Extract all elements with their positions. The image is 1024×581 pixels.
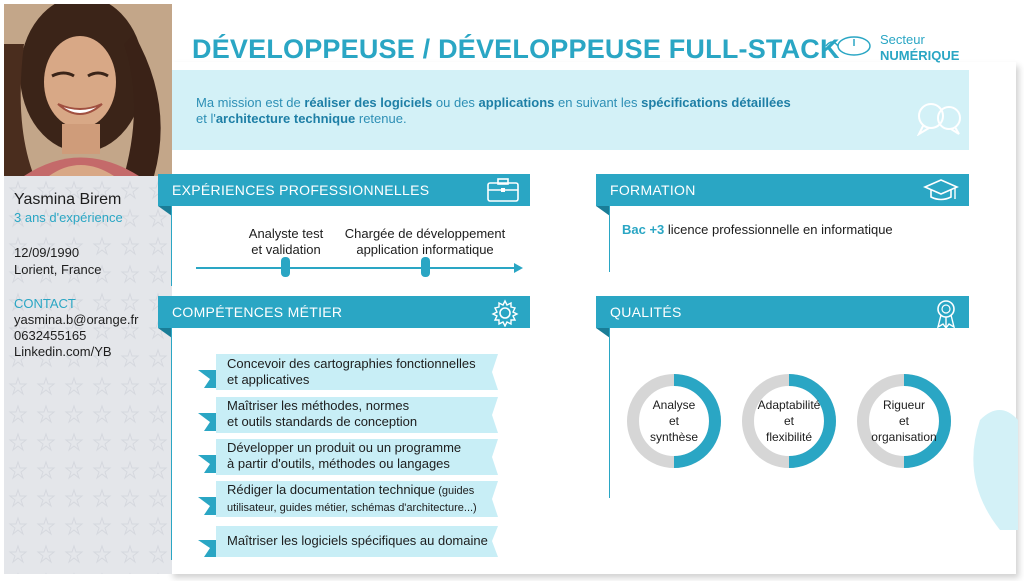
ribbon-fold bbox=[158, 328, 172, 338]
decorative-leaf-shape bbox=[960, 400, 1020, 530]
section-header-qualites bbox=[596, 296, 969, 328]
contact-linkedin[interactable]: Linkedin.com/YB bbox=[14, 344, 112, 359]
section-title-experiences: EXPÉRIENCES PROFESSIONNELLES bbox=[172, 182, 430, 198]
competence-item-4: Rédiger la documentation technique (guides utilisateur, guides métier, schémas d'architecture...) bbox=[198, 479, 500, 519]
section-divider-formation bbox=[609, 206, 610, 272]
timeline-marker-1 bbox=[281, 257, 290, 277]
quality-item-2: Adaptabilité et flexibilité bbox=[741, 373, 837, 469]
contact-title: CONTACT bbox=[14, 296, 76, 311]
experience-item-1: Analyste test et validation bbox=[248, 226, 324, 257]
ribbon-fold bbox=[158, 206, 172, 216]
location: Lorient, France bbox=[14, 262, 102, 277]
section-header-experiences bbox=[158, 174, 530, 206]
section-header-formation bbox=[596, 174, 969, 206]
timeline-marker-2 bbox=[421, 257, 430, 277]
section-title-formation: FORMATION bbox=[610, 182, 696, 198]
ribbon-fold bbox=[596, 328, 610, 338]
formation-text: Bac +3 licence professionnelle en informatique bbox=[622, 222, 893, 237]
profile-photo bbox=[4, 4, 172, 176]
profile-identity bbox=[14, 190, 169, 360]
sector-label: Secteur bbox=[880, 32, 925, 47]
experience-years: 3 ans d'expérience bbox=[14, 210, 123, 225]
graduation-cap-icon bbox=[923, 177, 959, 203]
birthdate: 12/09/1990 bbox=[14, 245, 80, 260]
quality-item-3: Rigueur et organisation bbox=[856, 373, 952, 469]
section-title-competences: COMPÉTENCES MÉTIER bbox=[172, 304, 343, 320]
mouse-icon bbox=[824, 34, 876, 58]
quality-item-1: Analyse et synthèse bbox=[626, 373, 722, 469]
mission-band bbox=[172, 70, 969, 150]
speech-bubbles-icon bbox=[915, 100, 963, 136]
section-title-qualites: QUALITÉS bbox=[610, 304, 682, 320]
contact-email[interactable]: yasmina.b@orange.fr bbox=[14, 312, 139, 327]
profile-name: Yasmina Birem bbox=[14, 191, 122, 208]
award-ribbon-icon bbox=[933, 299, 959, 329]
timeline-line bbox=[196, 267, 516, 269]
page-title: DÉVELOPPEUSE / DÉVELOPPEUSE FULL-STACK bbox=[192, 34, 840, 64]
competence-item-5: Maîtriser les logiciels spécifiques au domaine bbox=[198, 524, 500, 560]
mission-text: Ma mission est de réaliser des logiciels ou des applications en suivant les spécifications détaillées et l'architecture technique retenue. bbox=[196, 95, 791, 126]
competence-item-3: Développer un produit ou un programme à partir d'outils, méthodes ou langages bbox=[198, 437, 500, 477]
competence-item-2: Maîtriser les méthodes, normes et outils standards de conception bbox=[198, 395, 500, 435]
sector-block bbox=[880, 32, 959, 64]
section-divider-experiences bbox=[171, 206, 172, 286]
section-divider-competences bbox=[171, 328, 172, 560]
section-header-competences bbox=[158, 296, 530, 328]
section-divider-qualites bbox=[609, 328, 610, 498]
experience-item-2: Chargée de développement application informatique bbox=[344, 226, 506, 257]
gear-icon bbox=[490, 299, 520, 327]
sector-value: NUMÉRIQUE bbox=[880, 48, 960, 63]
briefcase-icon bbox=[486, 177, 520, 203]
timeline-arrow bbox=[514, 263, 523, 273]
competence-item-1: Concevoir des cartographies fonctionnelles et applicatives bbox=[198, 352, 500, 392]
profile-sidebar bbox=[4, 4, 172, 574]
contact-phone[interactable]: 0632455165 bbox=[14, 328, 87, 343]
ribbon-fold bbox=[596, 206, 610, 216]
